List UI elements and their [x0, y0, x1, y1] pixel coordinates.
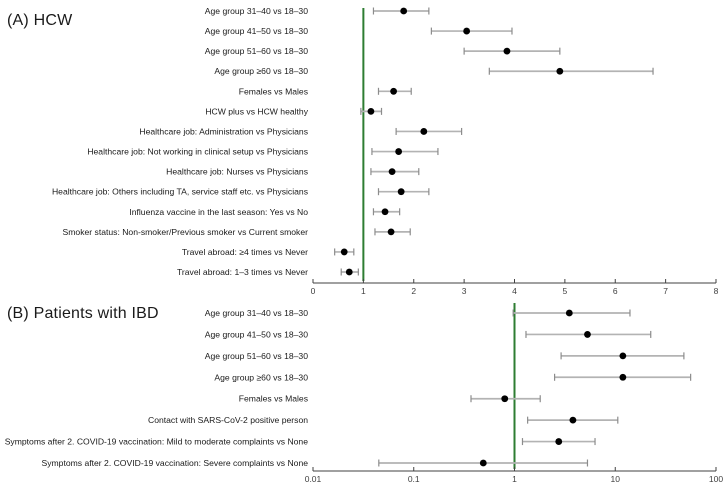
- point-marker: [570, 417, 577, 424]
- point-marker: [388, 228, 395, 235]
- point-marker: [382, 208, 389, 215]
- row-label: Healthcare job: Not working in clinical setup vs Physicians: [87, 146, 308, 157]
- panel-b-title: (B) Patients with IBD: [7, 305, 159, 322]
- axis-tick-label: 1: [361, 286, 366, 296]
- point-marker: [501, 395, 508, 402]
- axis-tick-label: 2: [411, 286, 417, 296]
- row-label: Females vs Males: [238, 86, 308, 97]
- axis-tick-label: 8: [713, 286, 719, 296]
- row-label: Age group 31–40 vs 18–30: [204, 308, 308, 318]
- point-marker: [398, 188, 405, 195]
- point-marker: [389, 168, 396, 175]
- point-marker: [368, 108, 375, 115]
- point-marker: [341, 249, 348, 256]
- row-label: Age group ≥60 vs 18–30: [214, 372, 308, 383]
- point-marker: [619, 352, 626, 359]
- row-label: Age group 31–40 vs 18–30: [204, 6, 308, 16]
- axis-tick-label: 1: [512, 474, 517, 484]
- point-marker: [346, 269, 353, 276]
- point-marker: [619, 374, 626, 381]
- row-label: Healthcare job: Others including TA, service staff etc. vs Physicians: [51, 186, 308, 197]
- row-label: Age group 51–60 vs 18–30: [204, 350, 308, 361]
- row-label: Females vs Males: [238, 393, 308, 404]
- point-marker: [555, 438, 562, 445]
- axis-tick-label: 5: [562, 286, 568, 296]
- row-label: Age group ≥60 vs 18–30: [214, 66, 308, 77]
- point-marker: [504, 48, 511, 55]
- point-marker: [395, 148, 402, 155]
- row-label: Healthcare job: Administration vs Physicians: [139, 126, 308, 137]
- axis-tick-label: 6: [612, 286, 618, 296]
- row-label: Travel abroad: 1–3 times vs Never: [176, 267, 308, 277]
- row-label: Contact with SARS-CoV-2 positive person: [147, 415, 308, 426]
- row-label: Symptoms after 2. COVID-19 vaccination: Severe complaints vs None: [41, 458, 308, 468]
- row-label: Influenza vaccine in the last season: Yes vs No: [129, 206, 308, 217]
- point-marker: [480, 460, 487, 467]
- axis-tick-label: 0.1: [407, 474, 420, 484]
- row-label: HCW plus vs HCW healthy: [205, 106, 308, 117]
- row-label: Age group 51–60 vs 18–30: [204, 46, 308, 57]
- axis-tick-label: 0: [310, 286, 316, 296]
- row-label: Symptoms after 2. COVID-19 vaccination: Mild to moderate complaints vs None: [4, 436, 308, 447]
- row-label: Age group 41–50 vs 18–30: [204, 329, 308, 340]
- row-label: Travel abroad: ≥4 times vs Never: [181, 246, 308, 257]
- axis-tick-label: 0.01: [304, 474, 322, 484]
- point-marker: [463, 28, 470, 35]
- point-marker: [390, 88, 397, 95]
- axis-tick-label: 10: [610, 474, 620, 484]
- panel-a-title: (A) HCW: [7, 12, 73, 29]
- point-marker: [584, 331, 591, 338]
- row-label: Age group 41–50 vs 18–30: [204, 26, 308, 37]
- row-label: Healthcare job: Nurses vs Physicians: [166, 166, 308, 177]
- axis-tick-label: 3: [461, 286, 467, 296]
- axis-tick-label: 4: [512, 286, 517, 296]
- point-marker: [420, 128, 427, 135]
- row-label: Smoker status: Non-smoker/Previous smoker vs Current smoker: [62, 226, 308, 237]
- point-marker: [556, 68, 563, 75]
- point-marker: [400, 8, 407, 15]
- point-marker: [566, 310, 573, 317]
- axis-tick-label: 7: [663, 286, 668, 296]
- axis-tick-label: 100: [708, 474, 723, 484]
